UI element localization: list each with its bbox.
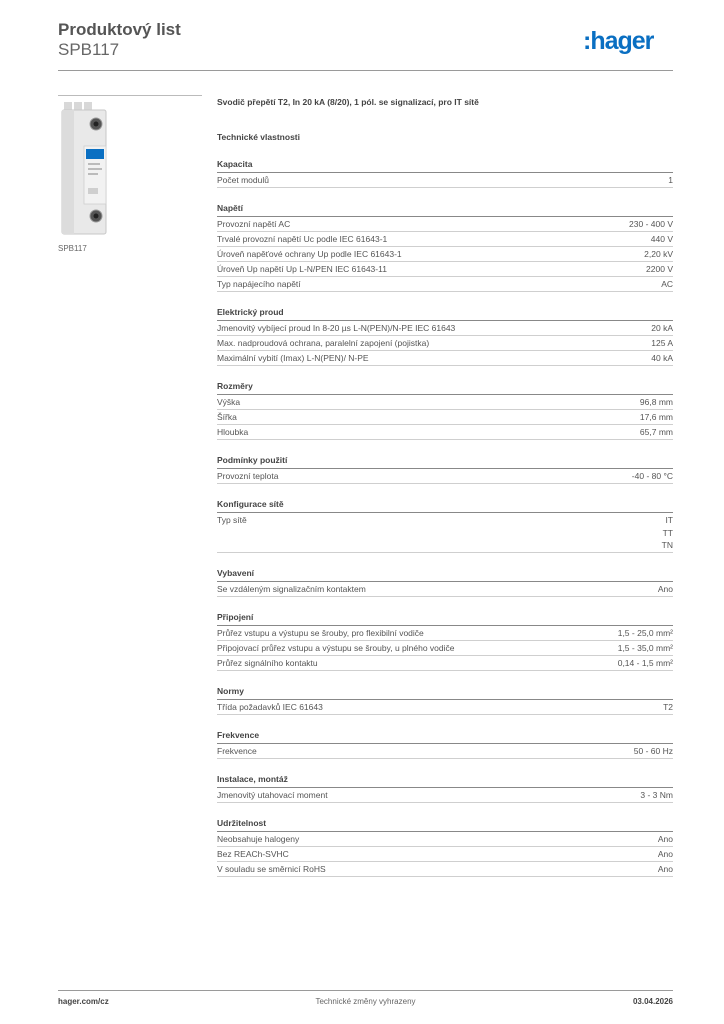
- spec-label: Provozní teplota: [217, 471, 279, 481]
- spec-value: [634, 248, 673, 261]
- footer-date: 03.04.2026: [632, 997, 673, 1006]
- spec-section: [217, 612, 673, 671]
- spec-row: [217, 336, 673, 351]
- spec-label: Max. nadproudová ochrana, paralelní zapojení (pojistka): [217, 338, 430, 348]
- spec-value-line: Ano: [657, 834, 673, 844]
- spec-value: [641, 352, 673, 365]
- main-content: [217, 95, 673, 877]
- spec-label: Se vzdáleným signalizačním kontaktem: [217, 584, 366, 594]
- spec-row: [217, 232, 673, 247]
- spec-value: [608, 657, 673, 670]
- spec-value: [658, 174, 673, 187]
- spec-row: [217, 395, 673, 410]
- spec-row: [217, 247, 673, 262]
- spec-value: [619, 218, 673, 231]
- spec-value: [648, 848, 673, 861]
- product-description: Svodič přepětí T2, In 20 kA (8/20), 1 pól. se signalizací, pro IT sítě: [217, 97, 479, 107]
- spec-value-line: 0,14 - 1,5 mm²: [617, 658, 673, 668]
- spec-value: [608, 642, 673, 655]
- spec-section: [217, 455, 673, 484]
- spec-value-line: 440 V: [650, 234, 673, 244]
- technical-heading: Technické vlastnosti: [217, 132, 300, 142]
- spec-row: [217, 847, 673, 862]
- spec-row: [217, 321, 673, 336]
- spec-value: [652, 514, 673, 552]
- spec-value-line: TN: [661, 540, 673, 550]
- spec-label: Typ sítě: [217, 515, 247, 525]
- product-image: [58, 95, 202, 235]
- spec-section: [217, 499, 673, 553]
- spec-section: [217, 730, 673, 759]
- spec-value-line: 1,5 - 35,0 mm²: [617, 643, 673, 653]
- spec-row: [217, 788, 673, 803]
- spec-row: [217, 173, 673, 188]
- spec-label: Úroveň napěťové ochrany Up podle IEC 61643-1: [217, 249, 402, 259]
- spec-value: [608, 627, 673, 640]
- page-title: Produktový list: [58, 20, 181, 39]
- section-title: Normy: [217, 686, 673, 700]
- section-title: Vybavení: [217, 568, 673, 582]
- spec-value: [630, 789, 673, 802]
- section-title: Frekvence: [217, 730, 673, 744]
- spec-row: [217, 425, 673, 440]
- spec-label: Neobsahuje halogeny: [217, 834, 300, 844]
- spec-value-line: TT: [662, 527, 673, 538]
- spec-value: [651, 278, 673, 291]
- spec-row: [217, 862, 673, 877]
- svg-text::hager: :hager: [583, 27, 654, 55]
- spec-section: [217, 307, 673, 366]
- spec-label: V souladu se směrnicí RoHS: [217, 864, 326, 874]
- spec-row: [217, 832, 673, 847]
- spec-row: [217, 700, 673, 715]
- spec-row: [217, 656, 673, 671]
- surge-protector-illustration: [58, 96, 202, 236]
- spec-value-line: 96,8 mm: [639, 397, 673, 407]
- spec-section: [217, 203, 673, 292]
- section-title: Instalace, montáž: [217, 774, 673, 788]
- spec-label: Jmenovitý vybíjecí proud In 8-20 µs L-N(PEN)/N-PE IEC 61643: [217, 323, 456, 333]
- spec-value-line: Ano: [657, 849, 673, 859]
- spec-value: [641, 322, 673, 335]
- spec-label: Hloubka: [217, 427, 249, 437]
- spec-row: [217, 513, 673, 553]
- footer-divider: [58, 990, 673, 991]
- spec-row: [217, 262, 673, 277]
- spec-row: [217, 469, 673, 484]
- spec-row: [217, 626, 673, 641]
- section-title: Kapacita: [217, 159, 673, 173]
- spec-label: Průřez vstupu a výstupu se šrouby, pro flexibilní vodiče: [217, 628, 424, 638]
- spec-label: Třída požadavků IEC 61643: [217, 702, 323, 712]
- spec-value-line: T2: [663, 702, 673, 712]
- spec-section: [217, 774, 673, 803]
- spec-value: [648, 833, 673, 846]
- spec-value-line: AC: [661, 279, 673, 289]
- spec-value-line: 20 kA: [651, 323, 673, 333]
- spec-value: [648, 863, 673, 876]
- section-title: Udržitelnost: [217, 818, 673, 832]
- spec-value: [653, 701, 673, 714]
- section-title: Připojení: [217, 612, 673, 626]
- image-caption: SPB117: [58, 244, 87, 253]
- spec-label: Typ napájecího napětí: [217, 279, 301, 289]
- spec-value-line: 3 - 3 Nm: [640, 790, 673, 800]
- spec-label: Úroveň Up napětí Up L-N/PEN IEC 61643-11: [217, 264, 387, 274]
- spec-value-line: 125 A: [651, 338, 673, 348]
- spec-value: [630, 396, 673, 409]
- section-title: Podmínky použití: [217, 455, 673, 469]
- spec-value-line: 17,6 mm: [639, 412, 673, 422]
- spec-label: Průřez signálního kontaktu: [217, 658, 318, 668]
- spec-label: Šířka: [217, 412, 237, 422]
- page-header: [58, 20, 673, 70]
- section-title: Napětí: [217, 203, 673, 217]
- spec-value: [622, 470, 673, 483]
- spec-label: Frekvence: [217, 746, 257, 756]
- section-title: Rozměry: [217, 381, 673, 395]
- spec-value-line: Ano: [657, 864, 673, 874]
- spec-section: [217, 381, 673, 440]
- spec-section: [217, 159, 673, 188]
- spec-label: Výška: [217, 397, 241, 407]
- spec-value-line: 1,5 - 25,0 mm²: [617, 628, 673, 638]
- hager-logo: [583, 27, 673, 55]
- spec-section: [217, 818, 673, 877]
- spec-value-line: -40 - 80 °C: [631, 471, 673, 481]
- spec-value-line: IT: [665, 515, 673, 525]
- spec-value: [641, 233, 673, 246]
- spec-value-line: 2,20 kV: [644, 249, 673, 259]
- spec-row: [217, 582, 673, 597]
- spec-value: [648, 583, 673, 596]
- spec-value-line: Ano: [657, 584, 673, 594]
- spec-row: [217, 641, 673, 656]
- spec-value-line: 40 kA: [651, 353, 673, 363]
- spec-value-line: 50 - 60 Hz: [633, 746, 673, 756]
- spec-label: Jmenovitý utahovací moment: [217, 790, 328, 800]
- footer-note: Technické změny vyhrazeny: [315, 997, 416, 1006]
- spec-section: [217, 568, 673, 597]
- section-title: Konfigurace sítě: [217, 499, 673, 513]
- section-title: Elektrický proud: [217, 307, 673, 321]
- spec-row: [217, 410, 673, 425]
- spec-row: [217, 217, 673, 232]
- product-code: SPB117: [58, 40, 120, 59]
- spec-value: [641, 337, 673, 350]
- spec-label: Připojovací průřez vstupu a výstupu se šrouby, u plného vodiče: [217, 643, 455, 653]
- spec-row: [217, 277, 673, 292]
- spec-value-line: 1: [668, 175, 673, 185]
- spec-label: Provozní napětí AC: [217, 219, 291, 229]
- spec-value-line: 2200 V: [646, 264, 673, 274]
- spec-row: [217, 744, 673, 759]
- spec-value-line: 230 - 400 V: [629, 219, 673, 229]
- spec-value: [624, 745, 673, 758]
- spec-value-line: 65,7 mm: [639, 427, 673, 437]
- header-divider: [58, 70, 673, 71]
- spec-sections: [217, 159, 673, 877]
- footer-website-link[interactable]: hager.com/cz: [58, 997, 109, 1006]
- spec-row: [217, 351, 673, 366]
- spec-label: Maximální vybití (Imax) L-N(PEN)/ N-PE: [217, 353, 369, 363]
- spec-value: [636, 263, 673, 276]
- spec-label: Počet modulů: [217, 175, 269, 185]
- spec-section: [217, 686, 673, 715]
- spec-value: [630, 426, 673, 439]
- spec-label: Trvalé provozní napětí Uc podle IEC 61643-1: [217, 234, 388, 244]
- spec-value: [630, 411, 673, 424]
- spec-label: Bez REACh-SVHC: [217, 849, 289, 859]
